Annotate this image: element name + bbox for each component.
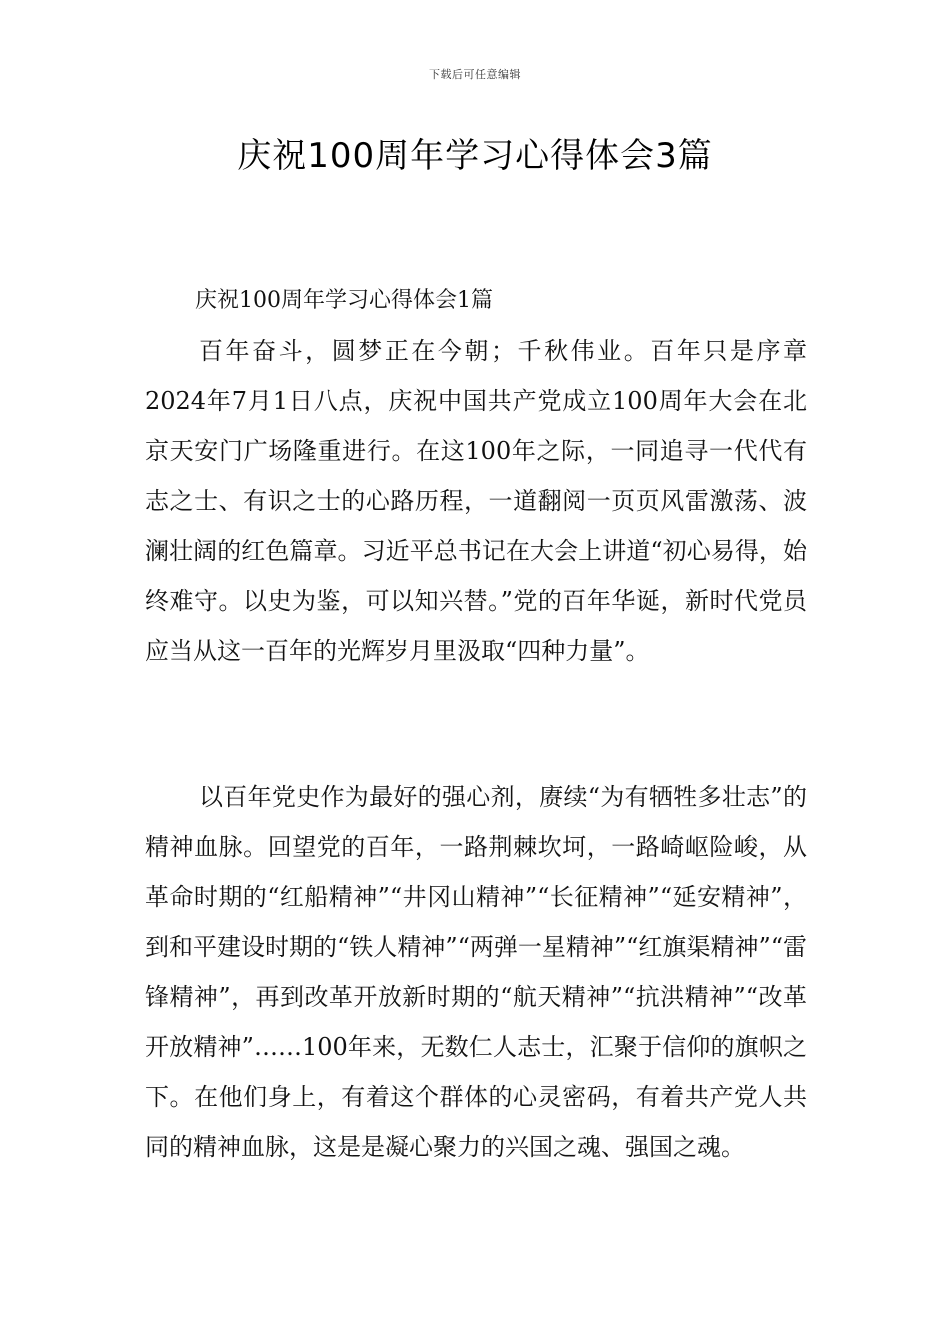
section-heading: 庆祝100周年学习心得体会1篇 — [195, 288, 493, 313]
document-title: 庆祝100周年学习心得体会3篇 — [237, 136, 713, 176]
paragraph-2: 以百年党史作为最好的强心剂，赓续“为有牺牲多壮志”的精神血脉。回望党的百年，一路荆棘坎坷，一路崎岖险峻，从革命时期的“红船精神”“井冈山精神”“长征精神”“延安精神”，到和平建设时期的“铁人精神”“两弹一星精神”“红旗渠精神”“雷锋精神”，再到改革开放新时期的“航天精神”“抗洪精神”“改革开放精神”……100年来，无数仁人志士，汇聚于信仰的旗帜之下。在他们身上，有着这个群体的心灵密码，有着共产党人共同的精神血脉，这是是凝心聚力的兴国之魂、强国之魂。 — [145, 783, 807, 1161]
header-note: 下载后可任意编辑 — [429, 68, 521, 81]
paragraph-1: 百年奋斗，圆梦正在今朝；千秋伟业。百年只是序章2024年7月1日八点，庆祝中国共产党成立100周年大会在北京天安门广场隆重进行。在这100年之际，一同追寻一代代有志之士、有识之士的心路历程，一道翻阅一页页风雷激荡、波澜壮阔的红色篇章。习近平总书记在大会上讲道“初心易得，始终难守。以史为鉴，可以知兴替。”党的百年华诞，新时代党员应当从这一百年的光辉岁月里汲取“四种力量”。 — [145, 337, 807, 665]
